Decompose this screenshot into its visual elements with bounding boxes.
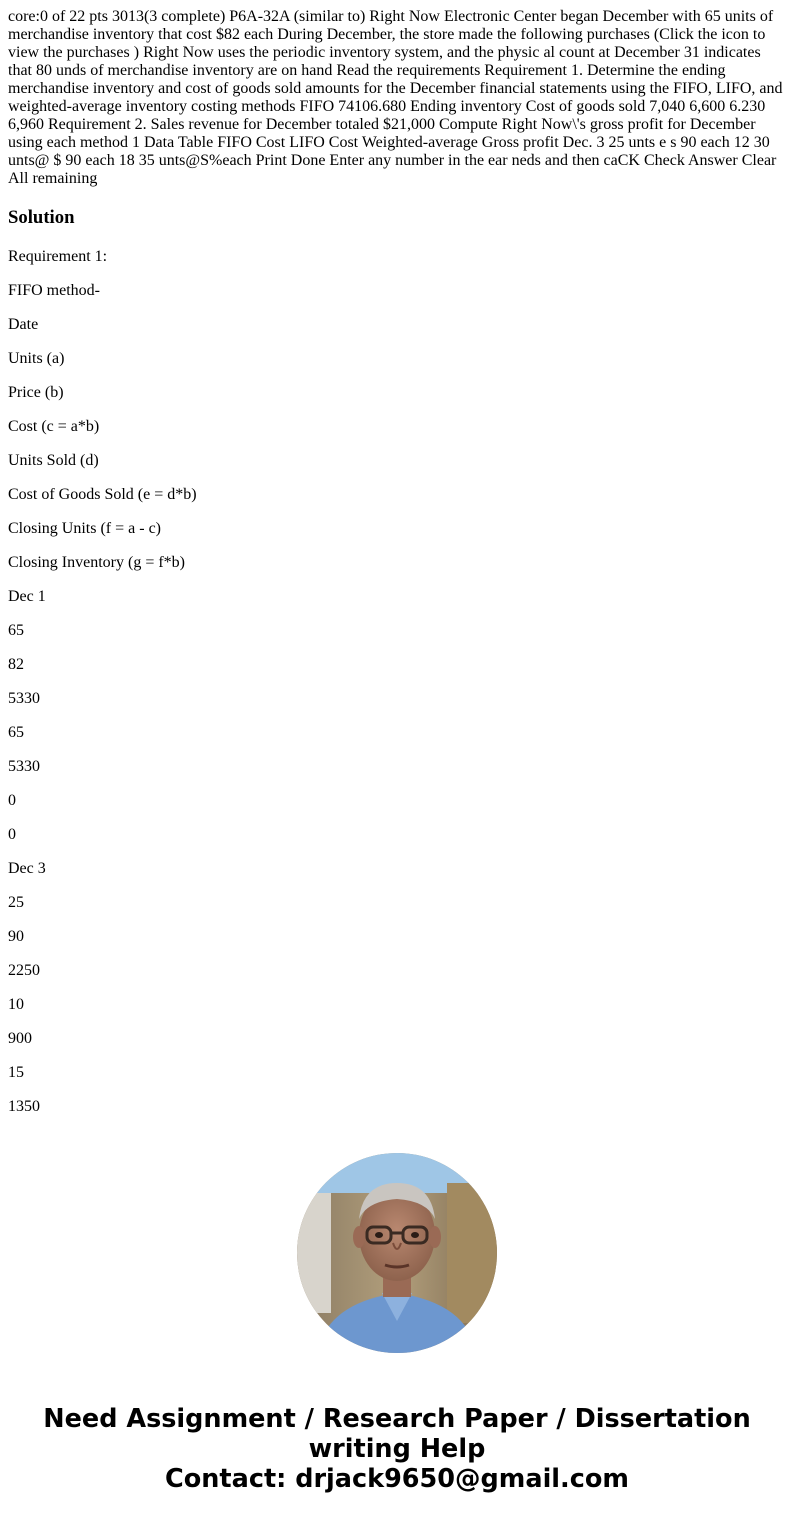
column-header-closing-inventory: Closing Inventory (g = f*b)	[8, 554, 185, 571]
page-content	[8, 8, 786, 1132]
row-1-cogs: 5330	[8, 758, 40, 775]
row-2-closing-inventory: 1350	[8, 1098, 40, 1115]
row-1-units-sold: 65	[8, 724, 24, 741]
column-header-cost: Cost (c = a*b)	[8, 418, 100, 435]
requirement-label: Requirement 1:	[8, 248, 108, 265]
question-text: core:0 of 22 pts 3013(3 complete) P6A-32A (similar to) Right Now Electronic Center began December with 65 units of merchandise inventory that cost $82 each During December, the store made the following purchases (Click the icon to view the purchases ) Right Now uses the periodic inventory system, and the physic al count at December 31 indicates that 80 unds of merchandise inventory are on hand Read the requirements Requirement 1. Determine the ending merchandise inventory and cost of goods sold amounts for the December financial statements using the FIFO, LIFO, and weighted-average inventory costing methods FIFO 74106.680 Ending inventory Cost of goods sold 7,040 6,600 6.230 6,960 Requirement 2. Sales revenue for December totaled $21,000 Compute Right Now\'s gross profit for December using each method 1 Data Table FIFO Cost LIFO Cost Weighted-average Gross profit Dec. 3 25 unts e s 90 each 12 30 unts@ $ 90 each 18 35 unts@S%each Print Done Enter any number in the ear neds and then caCK Check Answer Clear All remaining	[8, 8, 783, 187]
row-2-units-sold: 10	[8, 996, 24, 1013]
row-2-cogs: 900	[8, 1030, 32, 1047]
row-1-date: Dec 1	[8, 588, 46, 605]
tutor-avatar	[297, 1153, 497, 1353]
promo-contact[interactable]: Contact: drjack9650@gmail.com	[165, 1464, 629, 1494]
column-header-price: Price (b)	[8, 384, 64, 401]
column-header-date: Date	[8, 316, 39, 333]
row-2-date: Dec 3	[8, 860, 46, 877]
solution-heading: Solution	[8, 207, 75, 228]
column-header-units-sold: Units Sold (d)	[8, 452, 99, 469]
promo-line-2: writing Help	[308, 1434, 486, 1464]
row-1-units: 65	[8, 622, 24, 639]
row-2-price: 90	[8, 928, 24, 945]
row-2-closing-units: 15	[8, 1064, 24, 1081]
row-2-cost: 2250	[8, 962, 40, 979]
promo-banner	[0, 1404, 794, 1494]
row-1-closing-inventory: 0	[8, 826, 16, 843]
row-1-closing-units: 0	[8, 792, 16, 809]
row-1-cost: 5330	[8, 690, 40, 707]
method-label: FIFO method-	[8, 282, 100, 299]
column-header-cogs: Cost of Goods Sold (e = d*b)	[8, 486, 197, 503]
column-header-closing-units: Closing Units (f = a - c)	[8, 520, 161, 537]
column-header-units: Units (a)	[8, 350, 65, 367]
row-2-units: 25	[8, 894, 24, 911]
promo-line-1: Need Assignment / Research Paper / Dissertation	[43, 1404, 751, 1434]
row-1-price: 82	[8, 656, 24, 673]
